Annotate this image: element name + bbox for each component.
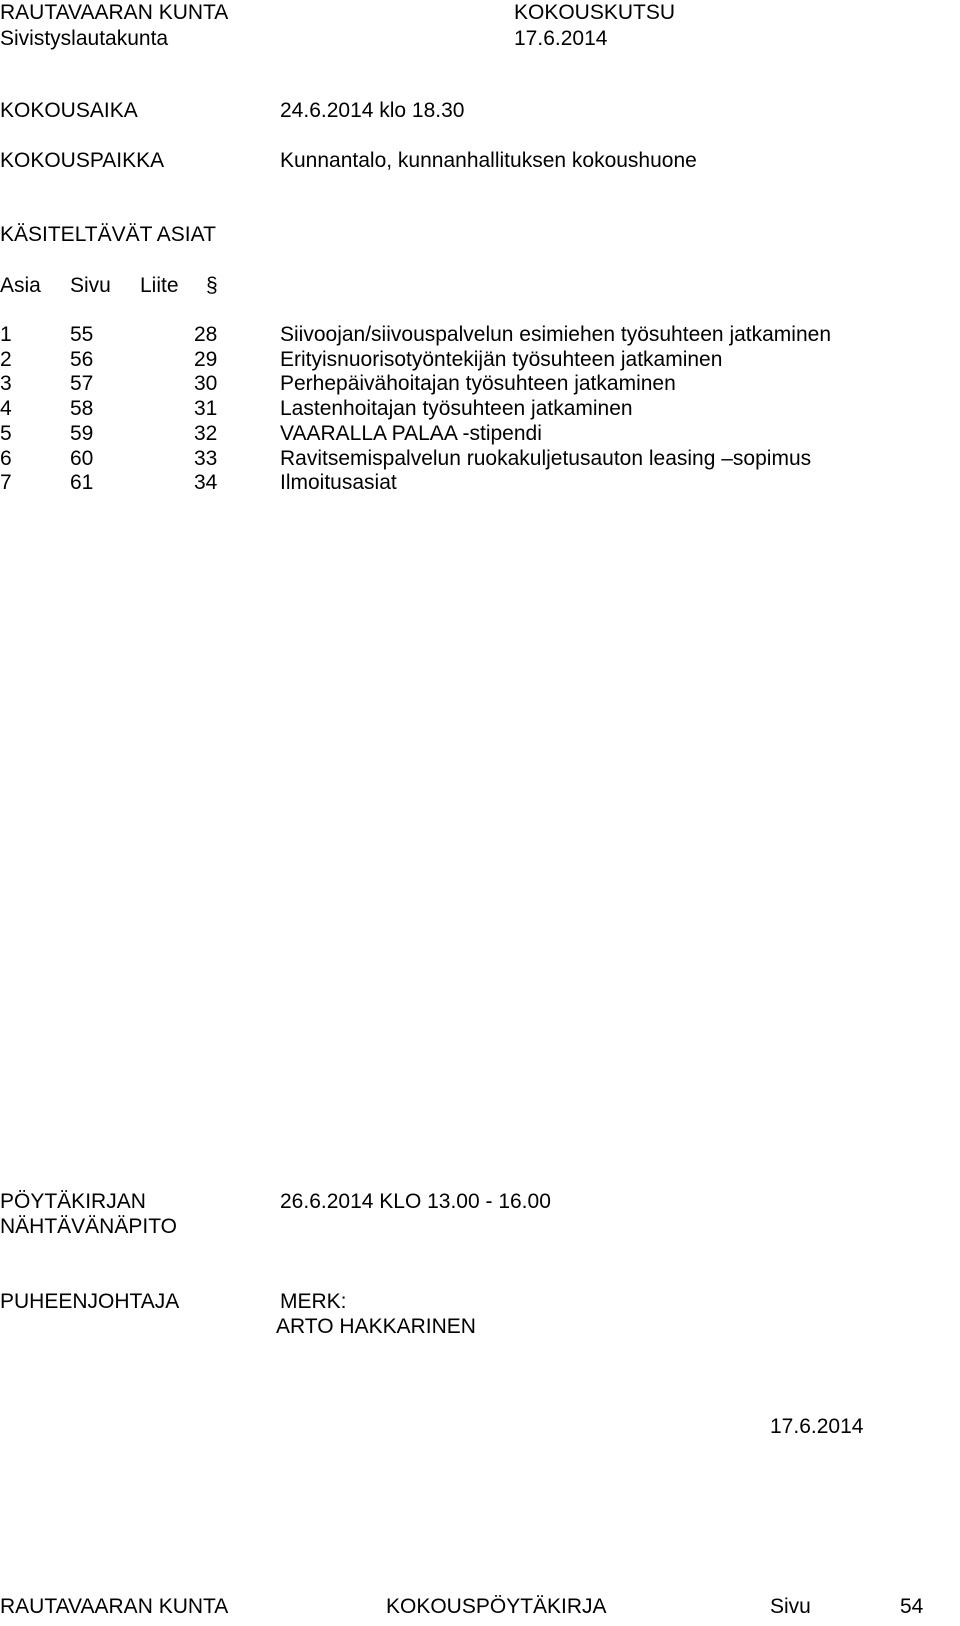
agenda-item-attachment: 28 — [194, 323, 218, 346]
agenda-row — [0, 349, 940, 373]
header-board: Sivistyslautakunta — [0, 27, 169, 50]
footer-doc-type: KOKOUSPÖYTÄKIRJA — [386, 1595, 607, 1618]
header-doc-type: KOKOUSKUTSU — [514, 1, 676, 24]
agenda-heading: KÄSITELTÄVÄT ASIAT — [0, 223, 216, 246]
agenda-item-title: Perhepäivähoitajan työsuhteen jatkaminen — [280, 372, 676, 395]
signed-label: MERK: — [280, 1290, 347, 1313]
agenda-item-number: 3 — [0, 372, 12, 395]
signature-date: 17.6.2014 — [770, 1415, 864, 1438]
agenda-item-page: 55 — [70, 323, 94, 346]
agenda-row — [0, 423, 940, 447]
agenda-item-number: 7 — [0, 471, 12, 494]
agenda-item-attachment: 32 — [194, 422, 218, 445]
minutes-availability-value: 26.6.2014 KLO 13.00 - 16.00 — [280, 1190, 551, 1213]
footer-page-label: Sivu — [770, 1595, 811, 1618]
agenda-row — [0, 448, 940, 472]
agenda-item-number: 2 — [0, 348, 12, 371]
agenda-item-title: Ravitsemispalvelun ruokakuljetusauton leasing –sopimus — [280, 447, 812, 470]
agenda-item-page: 61 — [70, 471, 94, 494]
meeting-place-label: KOKOUSPAIKKA — [0, 149, 165, 172]
agenda-item-page: 58 — [70, 397, 94, 420]
agenda-item-page: 56 — [70, 348, 94, 371]
agenda-row — [0, 373, 940, 397]
agenda-item-number: 5 — [0, 422, 12, 445]
chair-name: ARTO HAKKARINEN — [276, 1315, 476, 1338]
agenda-item-page: 59 — [70, 422, 94, 445]
column-header-liite: Liite — [140, 274, 179, 297]
chair-label: PUHEENJOHTAJA — [0, 1290, 180, 1313]
agenda-item-title: Lastenhoitajan työsuhteen jatkaminen — [280, 397, 633, 420]
agenda-row — [0, 472, 940, 496]
minutes-label-line2: NÄHTÄVÄNÄPITO — [0, 1215, 177, 1238]
footer-page-number: 54 — [900, 1595, 924, 1618]
header-date: 17.6.2014 — [514, 27, 608, 50]
agenda-item-attachment: 29 — [194, 348, 218, 371]
agenda-row — [0, 324, 940, 348]
agenda-item-number: 1 — [0, 323, 12, 346]
footer-municipality: RAUTAVAARAN KUNTA — [0, 1595, 229, 1618]
agenda-item-attachment: 30 — [194, 372, 218, 395]
header-municipality: RAUTAVAARAN KUNTA — [0, 1, 229, 24]
agenda-item-title: Erityisnuorisotyöntekijän työsuhteen jatkaminen — [280, 348, 723, 371]
agenda-item-title: Ilmoitusasiat — [280, 471, 397, 494]
agenda-item-number: 4 — [0, 397, 12, 420]
agenda-item-attachment: 34 — [194, 471, 218, 494]
section-sign-icon: § — [206, 274, 218, 297]
meeting-time-label: KOKOUSAIKA — [0, 99, 138, 122]
column-header-sivu: Sivu — [70, 274, 111, 297]
agenda-item-page: 60 — [70, 447, 94, 470]
column-header-asia: Asia — [0, 274, 41, 297]
meeting-time-value: 24.6.2014 klo 18.30 — [280, 99, 465, 122]
agenda-item-title: VAARALLA PALAA -stipendi — [280, 422, 542, 445]
agenda-row — [0, 398, 940, 422]
agenda-item-attachment: 33 — [194, 447, 218, 470]
agenda-item-attachment: 31 — [194, 397, 218, 420]
agenda-item-title: Siivoojan/siivouspalvelun esimiehen työsuhteen jatkaminen — [280, 323, 831, 346]
minutes-label-line1: PÖYTÄKIRJAN — [0, 1190, 146, 1213]
agenda-item-page: 57 — [70, 372, 94, 395]
meeting-place-value: Kunnantalo, kunnanhallituksen kokoushuone — [280, 149, 697, 172]
agenda-item-number: 6 — [0, 447, 12, 470]
